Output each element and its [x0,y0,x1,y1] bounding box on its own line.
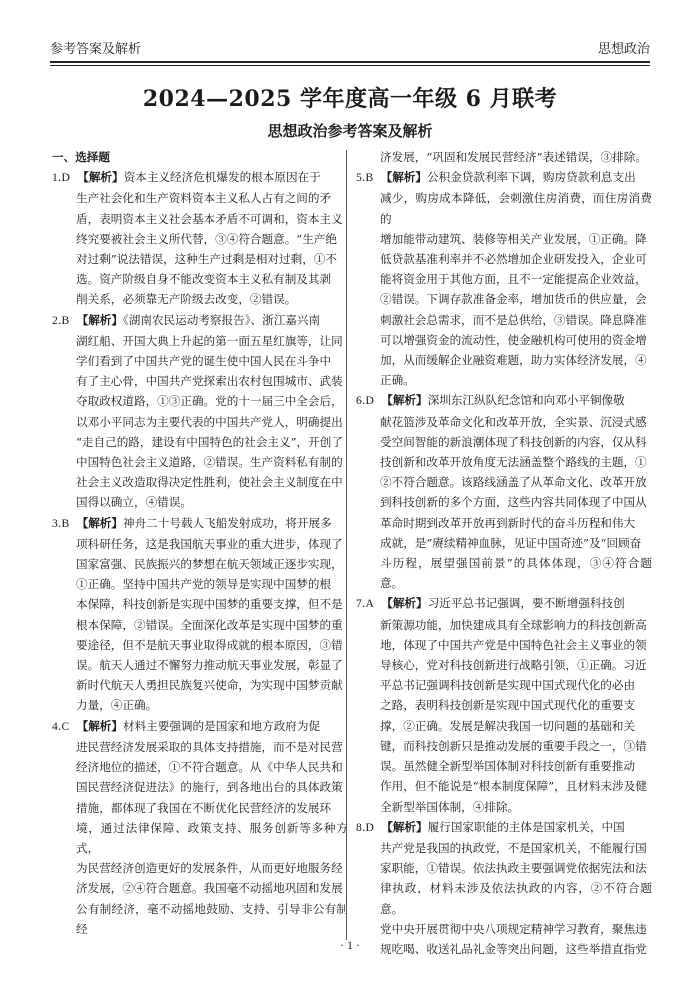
spacer [69,313,76,327]
analysis-line: 项科研任务，这是我国航天事业的重大进步，体现了 [76,536,343,551]
question-number: 6 [356,394,362,408]
analysis-line: 到科技创新的多个方面，这些内容共同体现了中国从 [380,495,647,510]
number-dot: . [57,515,62,530]
analysis-tag: 【解析】 [76,718,123,733]
answer-letter: A [365,597,374,611]
analysis-text: 公积金贷款利率下调，购房贷款利息支出 [426,170,636,185]
analysis-line: 规吃喝、收送礼品礼金等突出问题，这些举措直指党 [380,941,647,956]
question-number: 2 [52,313,58,327]
analysis-line: 键，而科技创新只是推动发展的重要手段之一，③错 [380,738,647,753]
question-start-line [356,593,652,614]
header-left-text: 参考答案及解析 [50,42,142,57]
analysis-line: 共产党是我国的执政党，不是国家机关，不能履行国 [380,840,647,855]
number-dot: . [361,393,366,408]
analysis-text: 《湖南农民运动考察报告》、浙江嘉兴南 [122,312,321,327]
answer-letter: D [61,171,70,185]
analysis-line: 律执政，材料未涉及依法执政的内容，②不符合题意。 [380,881,652,916]
answer-letter: D [365,820,374,834]
header-rule [50,61,650,63]
spacer [69,719,76,733]
analysis-line: 中国特色社会主义道路，②错误。生产资料私有制的 [76,455,343,470]
page-subtitle: 思想政治参考答案及解析 [267,122,433,140]
analysis-tag: 【解析】 [76,515,123,530]
analysis-line: 经济地位的描述，①不符合题意。从《中华人民共和 [76,760,343,775]
left-column [52,147,348,939]
analysis-line: 刺激社会总需求，而不是总供给，③错误。降息降准 [380,312,647,327]
spacer [373,170,380,184]
analysis-line: 力量，④正确。 [76,698,158,713]
analysis-line: 济发展，②④符合题意。我国毫不动摇地巩固和发展 [76,881,343,896]
analysis-line: 为民营经济创造更好的发展条件，从而更好地服务经 [76,861,343,876]
analysis-line: 夺取政权道路，①③正确。党的十一届三中全会后， [76,394,343,409]
answer-letter: C [61,719,70,733]
running-header [50,38,650,58]
question-number: 5 [356,171,362,185]
question-start-line [356,817,652,838]
analysis-text: 履行国家职能的主体是国家机关，中国 [427,819,625,834]
analysis-line: 进民营经济发展采取的具体支持措施，而不是对民营 [76,739,343,754]
analysis-line: 之路，表明科技创新是实现中国式现代化的重要支 [380,698,636,713]
question-start-line [52,310,348,331]
analysis-line: 有了主心骨，中国共产党探索出农村包围城市、武装 [76,374,343,389]
question-number: 7 [356,597,362,611]
header-subject-text: 思想政治 [597,42,650,57]
analysis-line: 撑，②正确。发展是解决我国一切问题的基础和关 [380,718,636,733]
analysis-line: 境，通过法律保障、政策支持、服务创新等多种方式， [76,820,348,855]
analysis-tag: 【解析】 [381,393,428,408]
analysis-text: 资本主义经济危机爆发的根本原因在于 [123,170,321,185]
analysis-line: 能将资金用于其他方面，且不一定能提高企业效益， [380,272,647,287]
question-number: 4 [52,719,58,733]
question-start-line [52,716,348,737]
analysis-text: 神舟二十号载人飞船发射成功，将开展多 [122,515,332,530]
analysis-line: 平总书记强调科技创新是实现中国式现代化的必由 [380,678,636,693]
analysis-line: 新时代航天人勇担民族复兴使命，为实现中国梦贡献 [76,678,343,693]
question-start-line [52,167,348,188]
analysis-line: 选。资产阶级自身不能改变资本主义私有制及其剥 [76,272,332,287]
analysis-line: 减少，购房成本降低，会刺激住房消费，而住房消费的 [380,191,652,226]
analysis-line: 家职能，①错误。依法执政主要强调党依据宪法和法 [380,861,647,876]
analysis-tag: 【解析】 [76,312,123,327]
column-divider [346,150,347,940]
number-dot: . [361,170,366,185]
analysis-line: 误。虽然健全新型举国体制对科技创新有重要推动 [380,759,636,774]
analysis-tag: 【解析】 [381,596,428,611]
question-start-line [52,513,348,534]
analysis-line: 全新型举国体制，④排除。 [380,799,520,814]
number-dot: . [57,718,62,733]
answer-letter: D [365,394,374,408]
analysis-line: ②不符合题意。该路线涵盖了从革命文化、改革开放 [380,475,647,490]
section-heading: 一、选择题 [52,150,110,164]
analysis-line: 新策源功能，加快建成具有全球影响力的科技创新高 [380,617,647,632]
analysis-line: 斗历程，展望强国前景”的具体体现，③④符合题意。 [380,556,652,591]
analysis-line: “走自己的路，建设有中国特色的社会主义”，开创了 [76,434,343,449]
answer-letter: B [61,516,70,530]
page-number: · 1 · [340,938,360,952]
analysis-line: 成就，是“赓续精神血脉，见证中国奇迹”及“回顾奋 [380,535,642,550]
analysis-line: 正确。 [380,373,415,388]
analysis-text: 习近平总书记强调，要不断增强科技创 [427,596,625,611]
analysis-line: ①正确。坚持中国共产党的领导是实现中国梦的根 [76,577,332,592]
analysis-tag: 【解析】 [77,170,124,185]
page-title: 2024—2025 学年度高一年级 6 月联考 [142,86,558,112]
analysis-line: 削关系，必须靠无产阶级去改变，②错误。 [76,292,297,307]
analysis-line: ②错误。下调存款准备金率，增加货币的供应量，会 [380,292,647,307]
number-dot: . [361,819,366,834]
spacer [69,516,76,530]
analysis-line: 革命时期到改革开放再到新时代的奋斗历程和伟大 [380,515,636,530]
analysis-line: 国民营经济促进法》的施行，到各地出台的具体政策 [76,780,343,795]
question-start-line [356,167,652,188]
analysis-line: 党中央开展贯彻中央八项规定精神学习教育，聚焦违 [380,921,647,936]
question-number: 3 [52,516,58,530]
analysis-line: 地，体现了中国共产党是中国特色社会主义事业的领 [380,637,647,652]
number-dot: . [57,312,62,327]
analysis-text: 材料主要强调的是国家和地方政府为促 [122,718,321,733]
analysis-line: 误。航天人通过不懈努力推动航天事业发展，彰显了 [76,658,343,673]
analysis-line: 终究要被社会主义所代替，③④符合题意。“生产绝 [76,231,337,246]
analysis-line: 增加能带动建筑、装修等相关产业发展，①正确。降 [380,231,647,246]
analysis-tag: 【解析】 [381,819,428,834]
analysis-line: 导核心，党对科技创新进行战略引领，①正确。习近 [380,658,647,673]
analysis-line: 低贷款基准利率并不必然增加企业研发投入，企业可 [380,252,647,267]
analysis-line: 根本保障，②错误。全面深化改革是实现中国梦的重 [76,617,343,632]
answer-letter: B [365,171,374,185]
analysis-line: 可以增强资金的流动性，使金融机构可使用的资金增 [380,332,647,347]
analysis-line: 加，从而缓解企业融资难题，助力实体经济发展，④ [380,353,647,368]
analysis-line: 生产社会化和生产资料资本主义私人占有之间的矛 [76,191,332,206]
question-number: 1 [52,171,58,185]
analysis-line: 以邓小平同志为主要代表的中国共产党人，明确提出 [76,414,343,429]
header-rule-thin [50,65,650,66]
analysis-line: 受空间智能的新浪潮体现了科技创新的内容，仅从科 [380,434,647,449]
analysis-line: 要途径，但不是航天事业取得成就的根本原因，③错 [76,637,343,652]
analysis-line: 措施，都体现了我国在不断优化民营经济的发展环 [76,800,332,815]
analysis-line: 济发展，“巩固和发展民营经济”表述错误，③排除。 [380,150,647,164]
answer-letter: B [61,313,70,327]
analysis-line: 国得以确立，④错误。 [76,495,192,510]
question-number: 8 [356,820,362,834]
analysis-line: 本保障，科技创新是实现中国梦的重要支撑，但不是 [76,597,343,612]
analysis-line: 对过剩”说法错误，这种生产过剩是相对过剩，①不 [76,252,337,267]
analysis-line: 作用，但不能说是“根本制度保障”，且材料未涉及健 [380,779,647,794]
analysis-line: 技创新和改革开放角度无法涵盖整个路线的主题，① [380,455,647,470]
number-dot: . [361,596,366,611]
number-dot: . [57,170,62,185]
question-start-line [356,390,652,411]
analysis-line: 献花篮涉及革命文化和改革开放，全实景、沉浸式感 [380,414,647,429]
analysis-line: 盾，表明资本主义社会基本矛盾不可调和，资本主义 [76,211,343,226]
analysis-text: 深圳东江纵队纪念馆和向邓小平铜像敬 [427,393,625,408]
analysis-tag: 【解析】 [380,170,427,185]
analysis-line: 学们看到了中国共产党的诞生使中国人民在斗争中 [76,354,332,369]
right-column [356,147,652,959]
analysis-line: 公有制经济，毫不动摇地鼓励、支持、引导非公有制经 [76,901,348,936]
analysis-line: 湖红船、开国大典上升起的第一面五星红旗等，让同 [76,333,343,348]
analysis-line: 国家富强、民族振兴的梦想在航天领域正逐步实现， [76,557,343,572]
analysis-line: 社会主义改造取得决定性胜利，使社会主义制度在中 [76,475,343,490]
